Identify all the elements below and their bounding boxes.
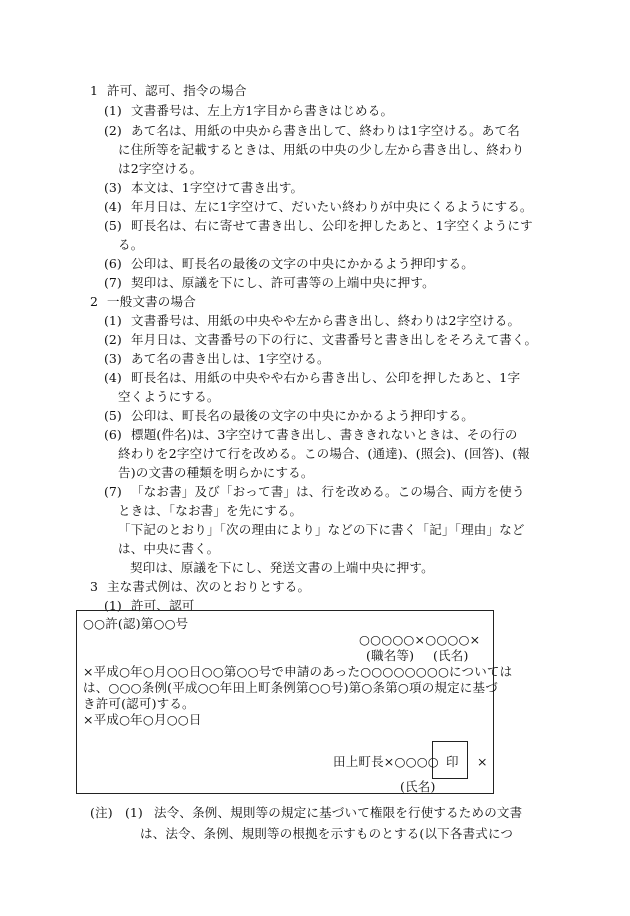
s1-item1-num: (1) [104,103,122,118]
s1-item5-text: る。 [118,237,144,252]
s1-item3-text: 本文は、1字空けて書き出す。 [131,180,304,195]
section3-number: 3 [90,579,99,594]
s2-item1-num: (1) [104,313,122,328]
s1-item1-text: 文書番号は、左上方1字目から書きはじめる。 [131,103,394,118]
s2-item4-text: 空くようにする。 [118,389,220,404]
s2-item3-num: (3) [104,351,122,366]
s2-item4-text: 町長名は、用紙の中央やや右から書き出し、公印を押したあと、1字 [131,370,521,385]
s2-item2-text: 年月日は、文書番号の下の行に、文書番号と書き出しをそろえて書く。 [131,332,538,347]
s2-item4-num: (4) [104,370,122,385]
s1-item3-num: (3) [104,180,122,195]
section2-number: 2 [90,294,99,309]
form-body-line: き許可(認可)する。 [83,696,195,711]
form-date: ×平成○年○月○○日 [83,712,202,727]
s3-sub-heading: 許可、認可 [131,598,195,613]
note-num: (1) [125,805,143,820]
form-addressee: ○○○○○×○○○○× [359,632,481,647]
form-addressee-name-label: (氏名) [433,648,469,663]
s2-item2-num: (2) [104,332,122,347]
section1-number: 1 [90,83,99,98]
note-text: 法令、条例、規則等の規定に基づいて権限を行使するための文書 [154,805,523,820]
s2-item6-text: 告)の文書の種類を明らかにする。 [118,465,314,480]
form-body-line: は、○○○条例(平成○○年田上町条例第○○号)第○条第○項の規定に基づ [83,680,498,695]
s1-item7-text: 契印は、原議を下にし、許可書等の上端中央に押す。 [131,275,435,290]
s1-item5-num: (5) [104,218,122,233]
form-body-line: ×平成○年○月○○日○○第○○号で申請のあった○○○○○○○○については [83,664,513,679]
s1-item2-text: は2字空ける。 [118,161,203,176]
s1-item7-num: (7) [104,275,122,290]
s1-item5-text: 町長名は、右に寄せて書き出し、公印を押したあと、1字空くようにす [131,218,533,233]
note-text: は、法令、条例、規則等の根拠を示すものとする(以下各書式につ [140,826,514,841]
section3-heading: 主な書式例は、次のとおりとする。 [107,579,311,594]
s3-sub-num: (1) [104,598,122,613]
s2-item7-text: 「下記のとおり」「次の理由により」などの下に書く「記」「理由」など [118,522,525,537]
s2-item3-text: あて名の書き出しは、1字空ける。 [131,351,330,366]
s1-item2-text: に住所等を記載するときは、用紙の中央の少し左から書き出し、終わり [118,142,525,157]
section2-heading: 一般文書の場合 [107,294,196,309]
s2-item6-num: (6) [104,427,122,442]
s1-item2-num: (2) [104,123,122,138]
s1-item4-num: (4) [104,199,122,214]
form-mayor: 田上町長×○○○○ [333,754,439,769]
s2-item7-num: (7) [104,484,122,499]
s2-item6-text: 標題(件名)は、3字空けて書き出し、書ききれないときは、その行の [131,427,518,442]
s2-item1-text: 文書番号は、用紙の中央やや左から書き出し、終わりは2字空ける。 [131,313,521,328]
s1-item4-text: 年月日は、左に1字空けて、だいたい終わりが中央にくるようにする。 [131,199,533,214]
note-label: (注) [90,805,113,820]
form-addressee-title: (職名等) [366,648,415,663]
s2-item5-num: (5) [104,408,122,423]
s2-item6-text: 終わりを2字空けて行を改める。この場合、(通達)、(照会)、(回答)、(報 [118,446,530,461]
form-trailing-mark: × [477,754,488,769]
s1-item6-text: 公印は、町長名の最後の文字の中央にかかるよう押印する。 [131,256,474,271]
s1-item6-num: (6) [104,256,122,271]
s1-item2-text: あて名は、用紙の中央から書き出して、終わりは1字空ける。あて名 [131,123,520,138]
section1-heading: 許可、認可、指令の場合 [107,83,247,98]
seal-mark: 印 [446,754,459,769]
s2-item7-text: ときは、「なお書」を先にする。 [118,503,303,518]
s2-item7-text: 契印は、原議を下にし、発送文書の上端中央に押す。 [130,560,434,575]
s2-item7-text: は、中央に書く。 [118,541,220,556]
form-doc-number: ○○許(認)第○○号 [83,616,189,631]
form-mayor-name-label: (氏名) [400,779,436,794]
s2-item7-text: 「なお書」及び「おって書」は、行を改める。この場合、両方を使う [131,484,525,499]
s2-item5-text: 公印は、町長名の最後の文字の中央にかかるよう押印する。 [131,408,474,423]
